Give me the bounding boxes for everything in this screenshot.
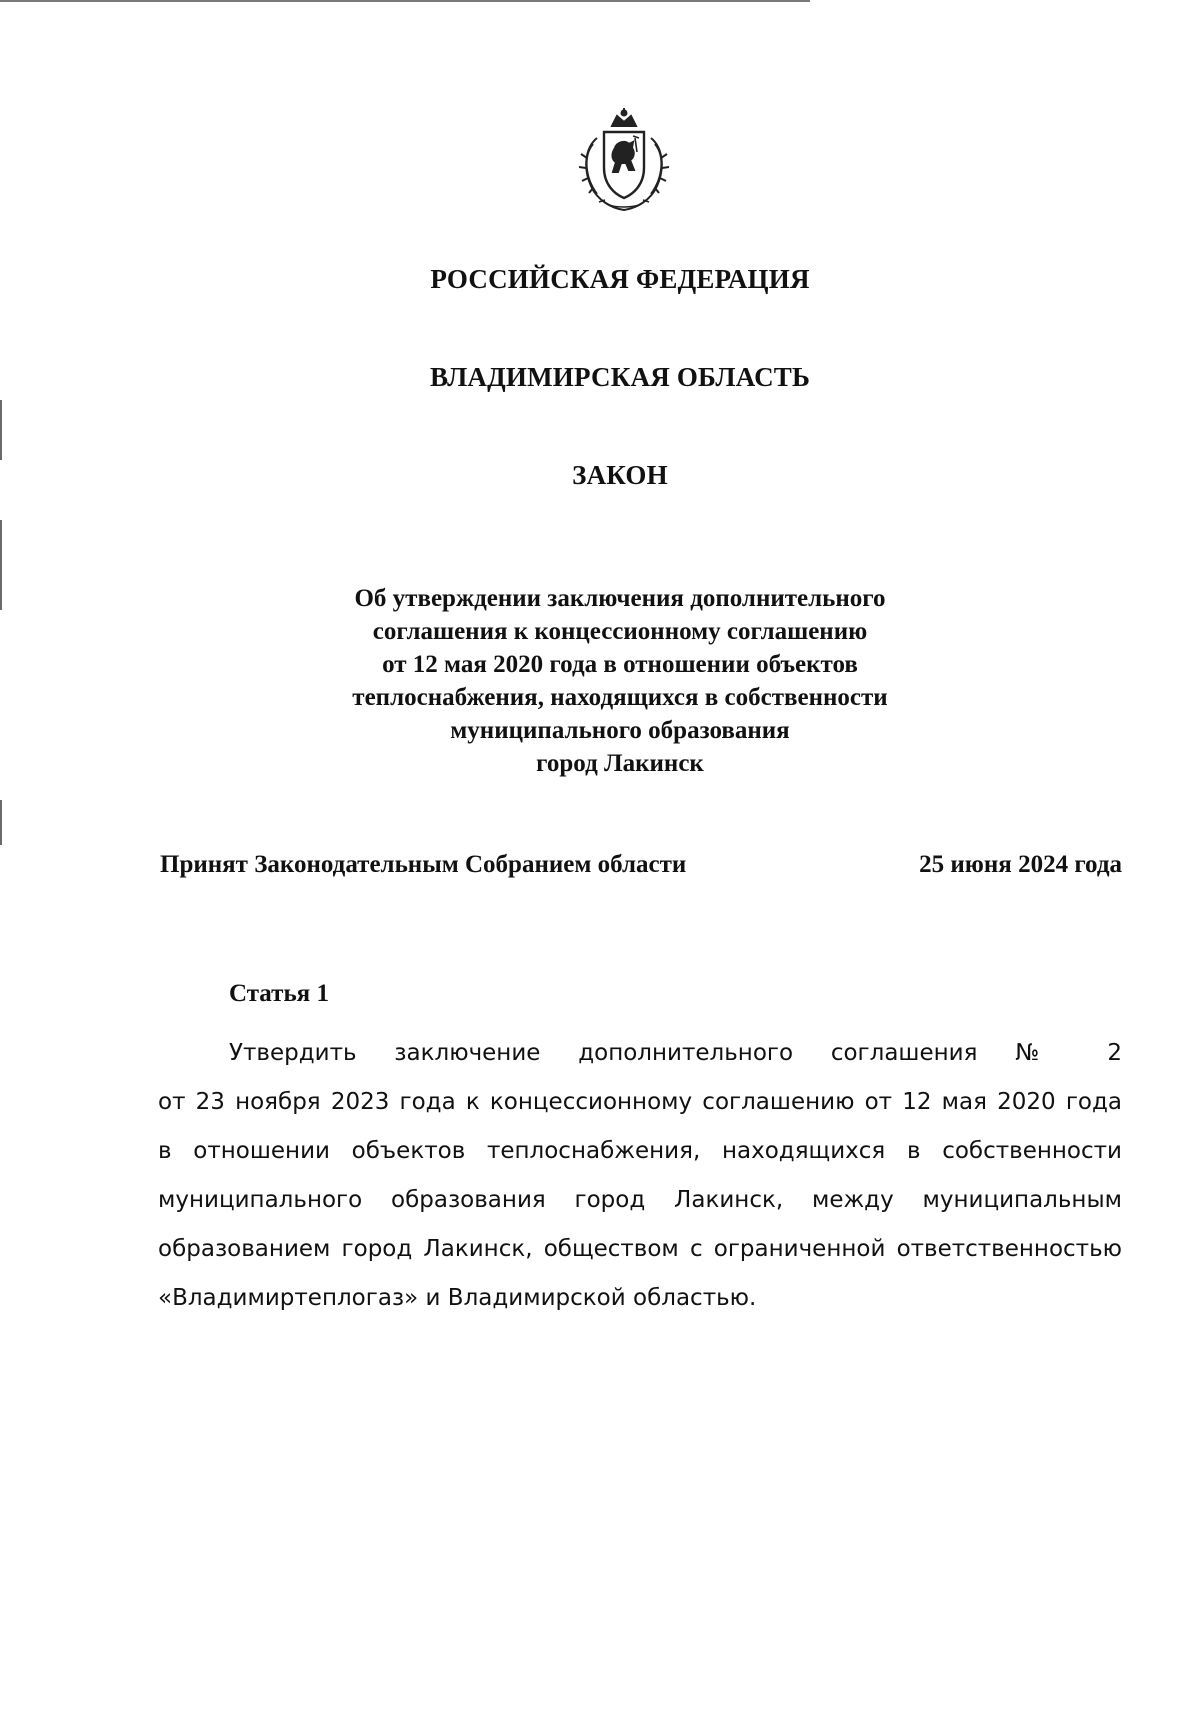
scan-edge-line — [0, 0, 810, 2]
scan-edge-mark — [0, 800, 2, 845]
article-body — [158, 1029, 1122, 1323]
article-line: образованием город Лакинск, обществом с ограниченной ответственностью — [158, 1236, 1122, 1262]
law-title-line: соглашения к концессионному соглашению — [372, 618, 868, 645]
adoption-label: Принят Законодательным Собранием области — [160, 851, 687, 878]
article-line: Утвердить заключение дополнительного соглашения № 2 — [229, 1040, 1122, 1066]
law-title — [0, 582, 1200, 780]
law-title-line: от 12 мая 2020 года в отношении объектов — [382, 651, 858, 678]
article-line: «Владимиртеплогаз» и Владимирской областью. — [158, 1285, 757, 1311]
scan-edge-mark — [0, 400, 2, 460]
law-title-line: город Лакинск — [536, 750, 704, 777]
article-title: Статья 1 — [229, 980, 329, 1007]
article-line: от 23 ноября 2023 года к концессионному соглашению от 12 мая 2020 года — [158, 1089, 1122, 1115]
law-title-line: теплоснабжения, находящихся в собственности — [352, 684, 888, 711]
region-heading: ВЛАДИМИРСКАЯ ОБЛАСТЬ — [429, 362, 811, 392]
law-title-line: Об утверждении заключения дополнительного — [354, 585, 886, 612]
law-title-line: муниципального образования — [450, 717, 790, 744]
article-line: в отношении объектов теплоснабжения, находящихся в собственности — [158, 1138, 1122, 1164]
doc-type-heading: ЗАКОН — [572, 460, 668, 490]
adoption-date: 25 июня 2024 года — [919, 851, 1122, 878]
article-line: муниципального образования город Лакинск, между муниципальным — [158, 1187, 1122, 1213]
country-heading: РОССИЙСКАЯ ФЕДЕРАЦИЯ — [430, 264, 810, 294]
coat-of-arms-icon — [577, 108, 671, 212]
